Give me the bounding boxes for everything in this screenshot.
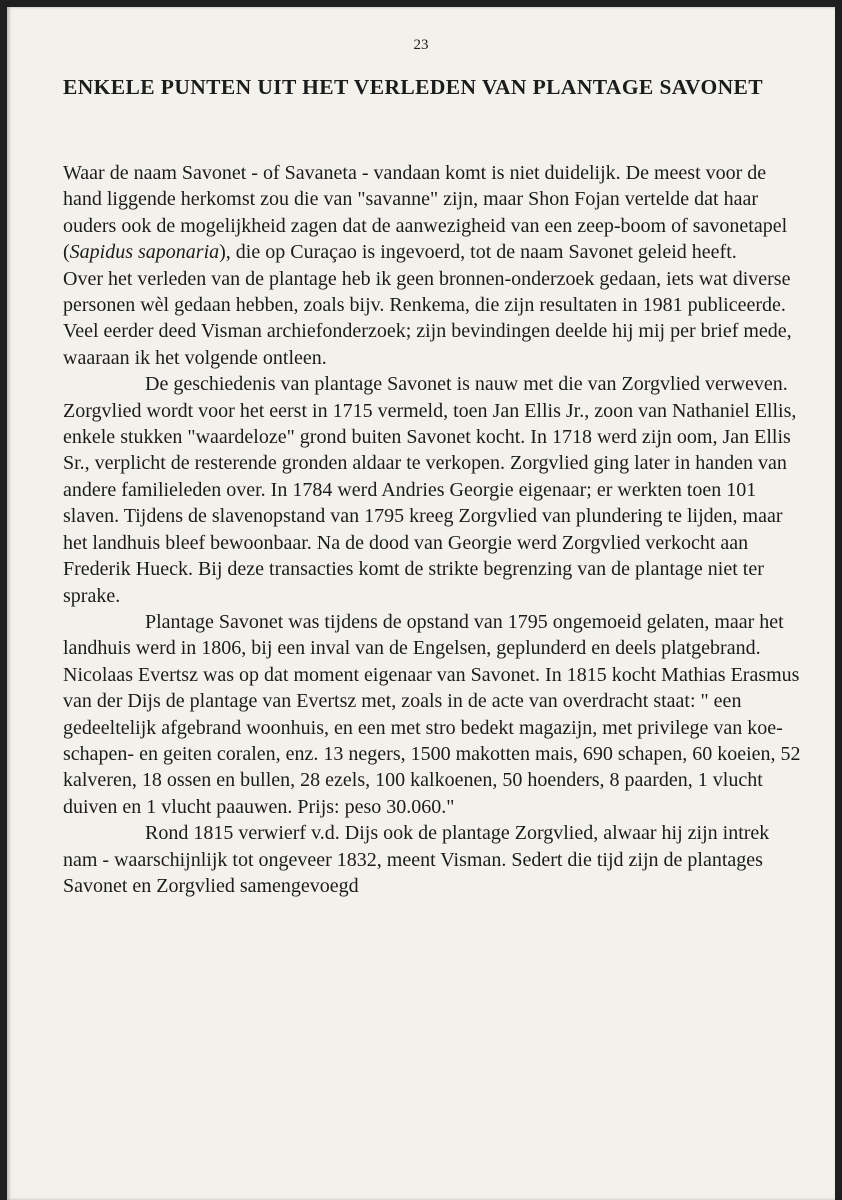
species-name: Sapidus saponaria — [69, 241, 220, 264]
paragraph-1-text-end: ), die op Curaçao is ingevoerd, tot de naam Savonet geleid heeft. — [219, 241, 737, 264]
document-page — [7, 7, 835, 1200]
page-number: 23 — [413, 37, 429, 53]
paragraph-5: Rond 1815 verwierf v.d. Dijs ook de plantage Zorgvlied, alwaar hij zijn intrek nam - waarschijnlijk tot ongeveer 1832, meent Visman. Sedert die tijd zijn de plantages Savonet en Zorgvlied samengevoegd — [63, 822, 770, 897]
body-text — [63, 160, 808, 899]
paragraph-4: Plantage Savonet was tijdens de opstand van 1795 ongemoeid gelaten, maar het landhuis werd in 1806, bij een inval van de Engelsen, geplunderd en deels platgebrand. Nicolaas Evertsz was op dat moment eigenaar van Savonet. In 1815 kocht Mathias Erasmus van der Dijs de plantage van Evertsz met, zoals in de acte van overdracht staat: " een gedeeltelijk afgebrand woonhuis, en een met stro bedekt magazijn, met privilege van koe- schapen- en geiten coralen, enz. 13 negers, 1500 makotten mais, 690 schapen, 60 koeien, 52 kalveren, 18 ossen en bullen, 28 ezels, 100 kalkoenen, 50 hoenders, 8 paarden, 1 vlucht duiven en 1 vlucht paauwen. Prijs: peso 30.060." — [63, 610, 801, 818]
paragraph-1 — [63, 160, 808, 266]
paragraph-1-text-start: Waar de naam Savonet - of Savaneta - vandaan komt is niet duidelijk. De meest voor de hand liggende herkomst zou die van "savanne" zijn, maar Shon Fojan vertelde dat haar ouders ook de mogelijkheid zagen dat de aanwezigheid van een zeep-boom of savonetapel ( — [63, 162, 788, 264]
page-title: ENKELE PUNTEN UIT HET VERLEDEN VAN PLANTAGE SAVONET — [63, 75, 763, 99]
paragraph-3: De geschiedenis van plantage Savonet is nauw met die van Zorgvlied verweven. Zorgvlied wordt voor het eerst in 1715 vermeld, toen Jan Ellis Jr., zoon van Nathaniel Ellis, enkele stukken "waardeloze" grond buiten Savonet kocht. In 1718 werd zijn oom, Jan Ellis Sr., verplicht de resterende gronden aldaar te verkopen. Zorgvlied ging later in handen van andere familieleden over. In 1784 werd Andries Georgie eigenaar; er werkten toen 101 slaven. Tijdens de slavenopstand van 1795 kreeg Zorgvlied van plundering te lijden, maar het landhuis bleef bewoonbaar. Na de dood van Georgie werd Zorgvlied verkocht aan Frederik Hueck. Bij deze transacties komt de strikte begrenzing van de plantage niet ter sprake. — [63, 373, 797, 607]
paragraph-2: Over het verleden van de plantage heb ik geen bronnen-onderzoek gedaan, iets wat diverse personen wèl gedaan hebben, zoals bijv. Renkema, die zijn resultaten in 1981 publiceerde. Veel eerder deed Visman archiefonderzoek; zijn bevindingen deelde hij mij per brief mede, waaraan ik het volgende ontleen. — [63, 267, 792, 369]
